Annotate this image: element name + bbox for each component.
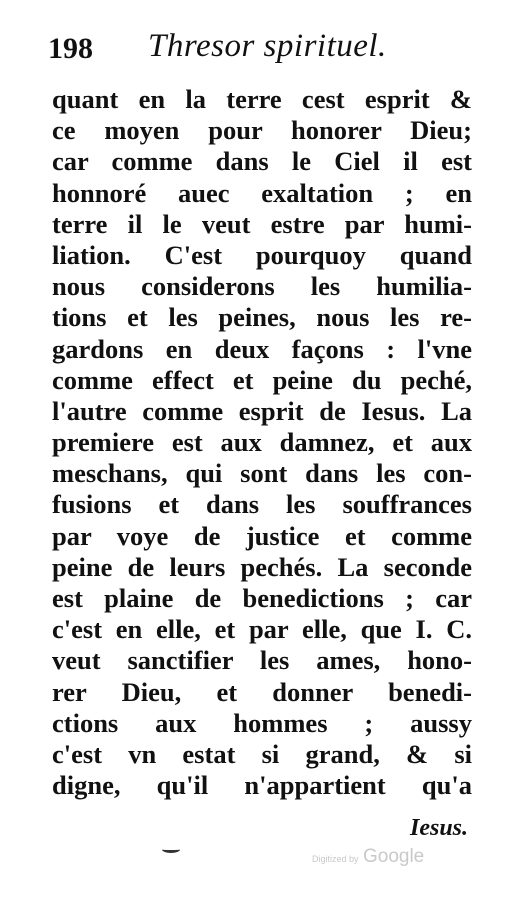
page-header — [48, 28, 468, 78]
text-line: tions et les peines, nous les re- — [52, 302, 472, 333]
signature-mark — [162, 846, 180, 853]
text-line: ctions aux hommes ; aussy — [52, 707, 472, 738]
text-line: comme effect et peine du peché, — [52, 364, 472, 395]
text-line: digne, qu'il n'appartient qu'a — [52, 770, 472, 801]
text-line: fusions et dans les souffrances — [52, 489, 472, 520]
text-line: gardons en deux façons : l'vne — [52, 333, 472, 364]
text-line: premiere est aux damnez, et aux — [52, 427, 472, 458]
text-line: peine de leurs pechés. La seconde — [52, 551, 472, 582]
text-line: c'est en elle, et par elle, que I. C. — [52, 614, 472, 645]
text-line: honnoré auec exaltation ; en — [52, 177, 472, 208]
text-line: l'autre comme esprit de Iesus. La — [52, 395, 472, 426]
text-line: ce moyen pour honorer Dieu; — [52, 115, 472, 146]
text-line: rer Dieu, et donner benedi- — [52, 676, 472, 707]
text-line: terre il le veut estre par humi- — [52, 208, 472, 239]
page-number: 198 — [48, 32, 93, 65]
watermark-prefix: Digitized by — [312, 854, 359, 864]
text-line: meschans, qui sont dans les con- — [52, 458, 472, 489]
text-line: est plaine de benedictions ; car — [52, 583, 472, 613]
google-logo: Google — [362, 846, 425, 867]
text-line: veut sanctifier les ames, hono- — [52, 645, 472, 676]
body-text — [52, 84, 472, 801]
text-line: liation. C'est pourquoy quand — [52, 239, 472, 270]
digitization-watermark — [312, 846, 424, 868]
text-line: par voye de justice et comme — [52, 520, 472, 551]
text-line: car comme dans le Ciel il est — [52, 146, 472, 177]
catchword: Iesus. — [410, 815, 469, 841]
text-line: quant en la terre cest esprit & — [52, 84, 472, 114]
text-line: nous considerons les humilia- — [52, 271, 472, 302]
running-title: Thresor spirituel. — [148, 28, 387, 64]
text-line: c'est vn estat si grand, & si — [52, 738, 472, 769]
